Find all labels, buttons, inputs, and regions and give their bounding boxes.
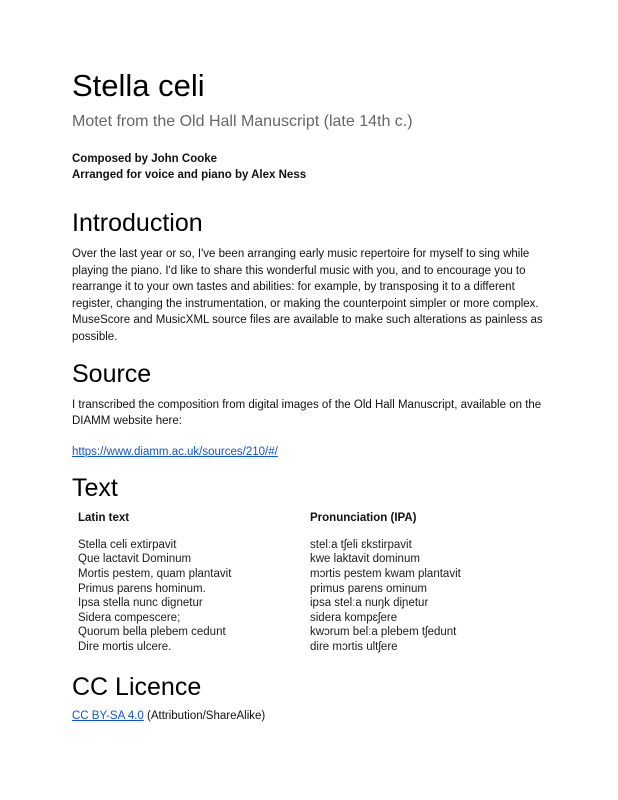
ipa-line: ipsa stelːa nuŋk diɲetur [310,597,429,610]
heading-introduction: Introduction [72,209,203,237]
cc-by-sa-link[interactable]: CC BY-SA 4.0 [72,709,144,722]
latin-line: Que lactavit Dominum [78,553,192,566]
verse-row [72,538,546,553]
ipa-line: dire mɔrtis ultʃere [310,641,398,653]
diamm-source-link[interactable]: https://www.diamm.ac.uk/sources/210/#/ [72,445,278,458]
latin-line: Dire mortis ulcere. [78,641,172,653]
latin-line: Stella celi extirpavit [78,538,177,551]
column-header-ipa: Pronunciation (IPA) [310,512,417,525]
verse-row [72,582,546,597]
ipa-line: sidera kompɛʃere [310,611,398,624]
ipa-line: kwɔrum belːa plebem tʃedunt [310,626,457,639]
heading-text: Text [72,474,118,503]
doc-title: Stella celi [72,68,205,103]
licence-suffix: (Attribution/ShareAlike) [143,709,266,722]
verse-table [72,511,546,654]
verse-row [72,567,546,582]
heading-source: Source [72,359,152,388]
latin-line: Primus parens hominum. [78,582,206,595]
verse-row [72,596,546,611]
latin-line: Sidera compescere; [78,611,181,624]
verse-row [72,625,546,640]
byline-composer: Composed by John Cooke [72,153,218,165]
verse-row [72,552,546,567]
source-link-line [72,444,546,461]
latin-line: Quorum bella plebem cedunt [78,626,226,639]
introduction-paragraph: Over the last year or so, I've been arranging early music repertoire for myself to sing while playing the piano. I'd like to share this wonderful music with you, and to encourage you to rearrange it to your own tastes and abilities: for example, by transposing it to a different register, changing the instrumentation, or making the counterpoint simpler or more complex. MuseScore and MusicXML source files are available to make such alterations as painless as possible. [72,248,543,343]
ipa-line: mɔrtis pestem kwam plantavit [310,568,461,581]
ipa-line: primus parens ominum [310,582,427,595]
licence-line [72,708,546,725]
column-header-latin: Latin text [78,512,130,525]
doc-subtitle: Motet from the Old Hall Manuscript (late 14th c.) [72,113,413,130]
verse-table-header-row [72,511,546,526]
ipa-line: stelːa tʃeli ɛkstirpavit [310,538,412,551]
source-paragraph: I transcribed the composition from digital images of the Old Hall Manuscript, available on the DIAMM website here: [72,398,542,428]
byline [72,152,546,183]
latin-line: Ipsa stella nunc dignetur [78,597,203,610]
heading-cc-licence: CC Licence [72,672,202,701]
verse-row [72,640,546,655]
ipa-line: kwe laktavit dominum [310,553,420,566]
latin-line: Mortis pestem, quam plantavit [78,568,232,581]
byline-arranger: Arranged for voice and piano by Alex Ness [72,168,307,181]
verse-row [72,611,546,626]
